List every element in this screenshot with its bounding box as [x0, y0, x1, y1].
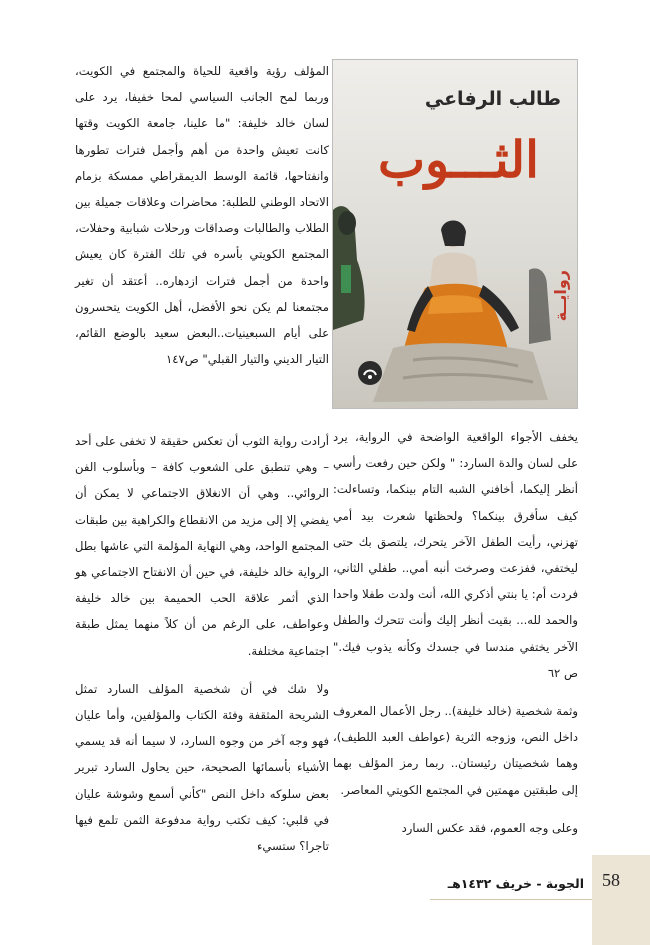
paragraph: ولا شك في أن شخصية المؤلف السارد تمثل الشريحة المثقفة وفئة الكتاب والمؤلفين، وأما عليان فهو وجه آخر من وجوه السارد، لا سيما أنه قد يسمي الأشياء بأسمائها الصحيحة، حين يحاول السارد تبرير بعض سلوكه داخل النص "كأني أسمع وشوشة عليان في قلبي: كيف تكتب رواية مدفوعة الثمن تلمع فيها تاجرا؟ ستسيء: [75, 681, 329, 854]
cover-title: الثـــوب: [377, 130, 539, 189]
paragraph: المؤلف رؤية واقعية للحياة والمجتمع في الكويت، وربما لمح الجانب السياسي لمحا خفيفا، يرد على لسان خالد خليفة: "ما علينا، جامعة الكويت وقتها كانت تعيش واحدة من أهم وأجمل فترات تطورها وانفتاحها، قائمة الوسط الديمقراطي ممسكة بزمام الاتحاد الوطني للطلبة: محاضرات وعلاقات جميلة بين الطلاب والطالبات وصداقات ورحلات شبابية وحفلات، المجتمع الكويتي بأسره في تلك الفترة كان يعيش واحدة من أجمل فترات ازدهاره.. أعتقد أن تغير مجتمعنا لم يكن نحو الأفضل، أهل الكويت يتحسرون على أيام السبعينيات..البعض سعيد بالوضع القائم، التيار الديني والتيار القبلي" ص١٤٧: [75, 64, 329, 367]
paragraph: وعلى وجه العموم، فقد عكس السارد: [401, 820, 578, 835]
paragraph: أرادت رواية الثوب أن تعكس حقيقة لا تخفى على أحد – وهي تنطبق على الشعوب كافة – وبأسلوب الفن الروائي.. وهي أن الانغلاق الاجتماعي لا يمكن أن يفضي إلا إلى مزيد من الانقطاع والكراهية بين طبقات المجتمع الواحد، وهي النهاية المؤلمة التي عاشها بطل الرواية خالد خليفة، في حين أن الانفتاح الاجتماعي هو الذي أثمر علاقة الحب الحميمة بين خالد خليفة وعواطف، على الرغم من أن كلاً منهما يمثل طبقة اجتماعية مختلفة.: [75, 434, 329, 658]
cover-genre-label: روايــة: [551, 270, 570, 322]
page-number: 58: [602, 870, 620, 890]
right-column-text: [333, 424, 578, 841]
left-column-top-text: [75, 58, 329, 372]
running-title: الجوبة - خريف ١٤٣٢هـ: [447, 876, 584, 891]
footer-divider: [430, 899, 592, 900]
paragraph: وثمة شخصية (خالد خليفة).. رجل الأعمال المعروف داخل النص، وزوجه الثرية (عواطف العبد اللطيف)، وهما شخصيتان رئيستان.. ربما رمز المؤلف بهما إلى طبقتين مهمتين في المجتمع الكويتي المعاصر.: [333, 704, 578, 797]
cover-artwork: [333, 60, 578, 409]
paragraph: يخفف الأجواء الواقعية الواضحة في الرواية، يرد على لسان والدة السارد: " ولكن حين رفعت رأسي أنظر إليكما، أخافني الشبه التام بينكما، وتساءلت: كيف سأفرق بينكما؟ ولحظتها شعرت بيد أمي تهزني، رأيت الطفل الآخر يتحرك، يلتصق بك حتى ليختفي، ففزعت وصرخت أنبه أمي.. طفلي الثاني، فردت أم: يا بنتي أذكري الله، أنت ولدت طفلا واحدا والحمد لله... بقيت أنظر إليك وأنت تتحرك والطفل الآخر يختفي مندسا في جسدك وكأنه يذوب فيك." ص ٦٢: [333, 430, 578, 680]
cover-author: طالب الرفاعي: [424, 88, 561, 110]
left-column-bottom-text: [75, 428, 329, 859]
page-number-tab: [592, 855, 650, 945]
publisher-logo-icon: [357, 360, 383, 386]
book-cover-image: [332, 59, 578, 409]
